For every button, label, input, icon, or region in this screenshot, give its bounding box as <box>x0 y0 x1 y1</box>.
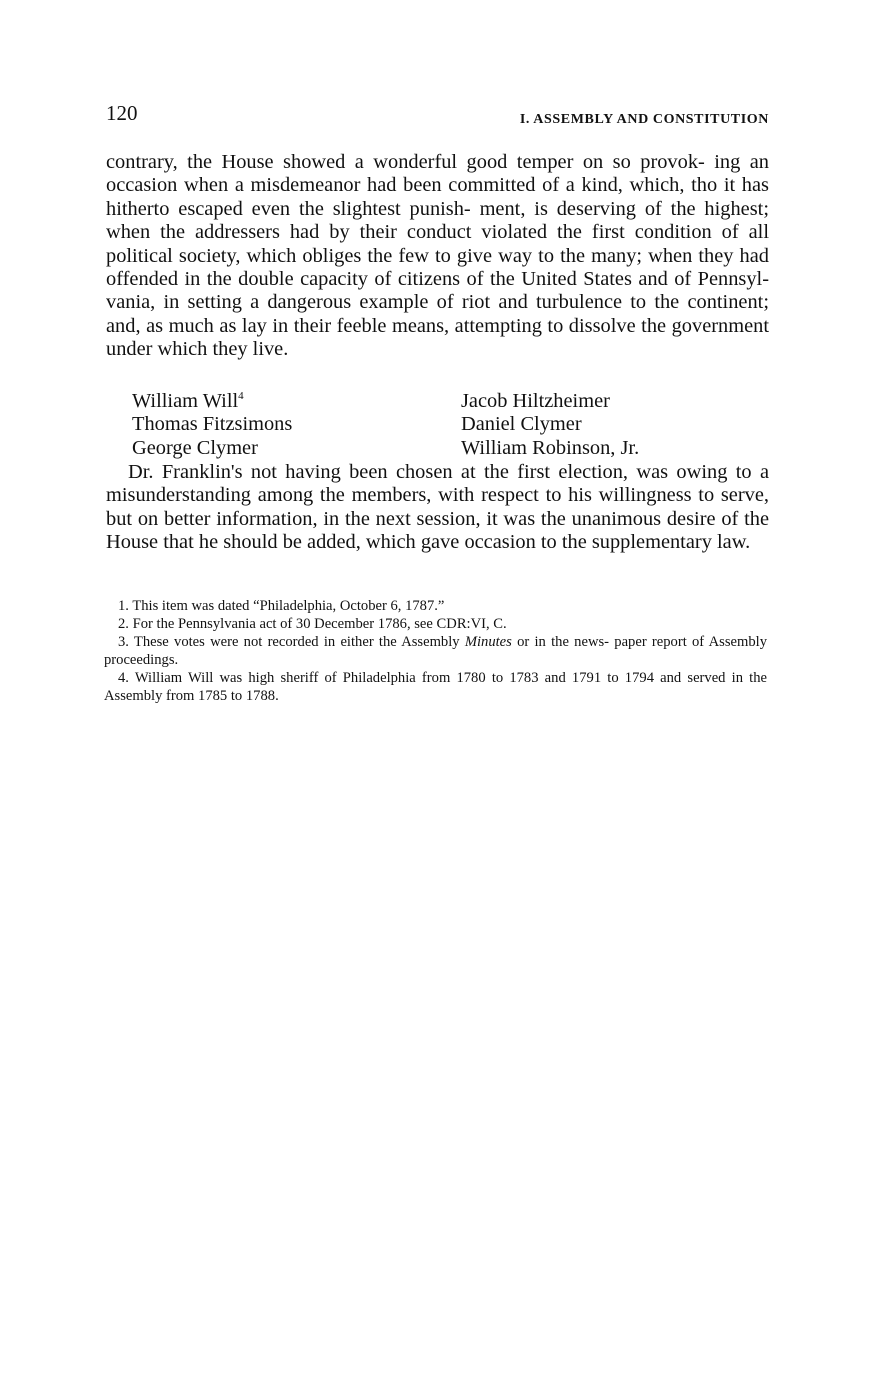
footnote-mark: 4 <box>238 390 244 403</box>
signer-name: William Will$^4$ <box>132 390 244 412</box>
signer-name: Daniel Clymer <box>461 413 582 436</box>
body-paragraph-1 <box>106 151 769 362</box>
footnotes <box>104 597 767 705</box>
signer-name: Jacob Hiltzheimer <box>461 390 610 412</box>
paragraph-text: Dr. Franklin's not having been chosen at the first election, was owing to a misunderstanding among the members, with respect to his willingness to serve, but on better information, in the next session, it was the unanimous desire of the House that he should be added, which gave occasion to the supplementary law. <box>106 461 769 554</box>
paragraph-text: contrary, the House showed a wonderful good temper on so provok- ing an occasion when a misdemeanor had been committed of a kind, which, tho it has hitherto escaped even the slightest punish- ment, is deserving of the highest; when the addressers had by their conduct violated the first condition of all political society, which obliges the few to give way to the many; when they had offended in the double capacity of citizens of the United States and of Pennsyl- vania, in setting a dangerous example of riot and turbulence to the continent; and, as much as lay in their feeble means, attempting to dissolve the government under which they live. <box>106 151 769 361</box>
footnote-2: 2. For the Pennsylvania act of 30 December 1786, see CDR:VI, C. <box>118 616 507 632</box>
footnote-1: 1. This item was dated “Philadelphia, October 6, 1787.” <box>118 598 445 614</box>
signer-row <box>132 437 752 460</box>
signer-name: George Clymer <box>132 436 258 459</box>
page-number: 120 <box>106 101 138 125</box>
signer-row <box>132 413 752 436</box>
signer-name: William Robinson, Jr. <box>461 436 640 459</box>
signer-name: Thomas Fitzsimons <box>132 413 293 436</box>
footnote-4: 4. William Will was high sheriff of Philadelphia from 1780 to 1783 and 1791 to 1794 and served in the Assembly from 1785 to 1788. <box>104 670 767 704</box>
running-head: I. ASSEMBLY AND CONSTITUTION <box>519 112 769 127</box>
footnote-3: 3. These votes were not recorded in either the Assembly Minutes or in the news- paper report of Assembly proceedings. <box>104 634 767 668</box>
body-paragraph-2 <box>106 461 769 555</box>
signer-row <box>132 390 752 413</box>
signers-list <box>132 390 752 460</box>
